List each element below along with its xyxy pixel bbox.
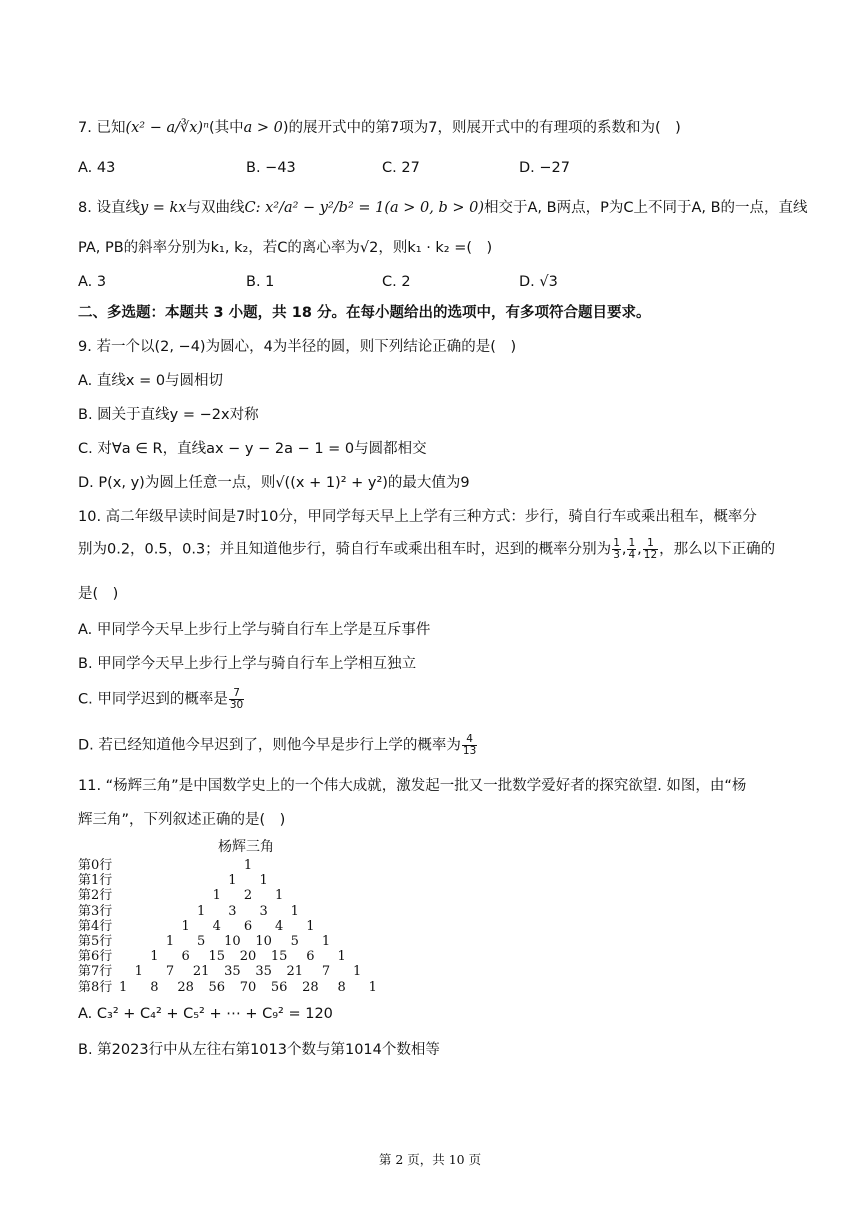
q8-option-c: C. 2 bbox=[382, 274, 411, 290]
triangle-row bbox=[78, 873, 268, 889]
q10-option-a: A. 甲同学今天早上步行上学与骑自行车上学是互斥事件 bbox=[78, 622, 431, 638]
q9-option-d: D. P(x, y)为圆上任意一点，则√((x + 1)² + y²)的最大值为9 bbox=[78, 475, 470, 491]
q10-stem-line3: 是( ) bbox=[78, 586, 119, 602]
section-heading: 二、多选题：本题共 3 小题，共 18 分。在每小题给出的选项中，有多项符合题目要求。 bbox=[78, 305, 651, 321]
q10-c-fraction: $\frac{7}{30}$ bbox=[229, 687, 244, 711]
q7-text-b: (其中 bbox=[208, 120, 244, 136]
q8-text-a: 8. 设直线 bbox=[78, 200, 140, 216]
triangle-title: 杨辉三角 bbox=[218, 839, 274, 855]
triangle-number: 1 bbox=[275, 888, 284, 904]
triangle-row-label: 第3行 bbox=[78, 903, 113, 919]
triangle-number: 6 bbox=[181, 949, 190, 965]
triangle-number: 1 bbox=[150, 949, 159, 965]
triangle-row-label: 第8行 bbox=[78, 979, 113, 995]
triangle-row-label: 第7行 bbox=[78, 964, 113, 980]
q8-stem-line1 bbox=[78, 198, 808, 218]
triangle-number: 5 bbox=[197, 934, 206, 949]
triangle-number: 35 bbox=[255, 964, 272, 980]
triangle-number: 1 bbox=[243, 858, 253, 873]
triangle-row-label: 第2行 bbox=[78, 888, 113, 904]
triangle-number: 1 bbox=[290, 903, 299, 919]
q9-option-a: A. 直线x = 0与圆相切 bbox=[78, 373, 224, 389]
triangle-number: 4 bbox=[275, 918, 284, 934]
triangle-number: 1 bbox=[306, 918, 315, 934]
triangle-number: 15 bbox=[208, 949, 226, 965]
q10-d-fraction: $\frac{4}{13}$ bbox=[462, 733, 477, 757]
triangle-row bbox=[78, 964, 362, 980]
triangle-number: 1 bbox=[321, 934, 331, 949]
triangle-row bbox=[78, 888, 284, 904]
q10-fraction-3: $\frac{1}{12}$ bbox=[643, 537, 658, 561]
q8-hyperbola-equation: C: x²/a² − y²/b² = 1(a > 0, b > 0) bbox=[244, 200, 484, 216]
q10-option-d: D. 若已经知道他今早迟到了，则他今早是步行上学的概率为 $\frac{4}{13}$ bbox=[78, 733, 477, 757]
triangle-number: 15 bbox=[270, 949, 288, 965]
triangle-number: 6 bbox=[306, 949, 315, 965]
triangle-number: 28 bbox=[302, 979, 319, 995]
triangle-row-label: 第0行 bbox=[78, 858, 113, 873]
triangle-number: 21 bbox=[286, 964, 304, 980]
q8-option-b: B. 1 bbox=[246, 274, 275, 290]
q10-stem-line2: 别为0.2，0.5，0.3；并且知道他步行，骑自行车或乘出租车时，迟到的概率分别为 $\frac{1}{3}$ , $\frac{1}{4}$ , $\frac{1}{12}$ ，那么以下正确的 bbox=[78, 537, 776, 561]
q7-option-b: B. −43 bbox=[246, 160, 296, 176]
q7-option-d: D. −27 bbox=[519, 160, 570, 176]
q11-stem-line2: 辉三角”，下列叙述正确的是( ) bbox=[78, 812, 286, 828]
triangle-number: 8 bbox=[150, 979, 159, 995]
triangle-number: 1 bbox=[119, 979, 128, 995]
q8-option-a: A. 3 bbox=[78, 274, 107, 290]
q10-option-b: B. 甲同学今天早上步行上学与骑自行车上学相互独立 bbox=[78, 656, 417, 672]
triangle-number: 10 bbox=[255, 934, 272, 949]
triangle-number: 1 bbox=[368, 979, 377, 995]
q11-option-b: B. 第2023行中从左往右第1013个数与第1014个数相等 bbox=[78, 1042, 440, 1058]
q10-fraction-2: $\frac{1}{4}$ bbox=[628, 537, 636, 561]
triangle-number: 4 bbox=[212, 918, 221, 934]
triangle-number: 1 bbox=[165, 934, 175, 949]
q10-option-c: C. 甲同学迟到的概率是 $\frac{7}{30}$ bbox=[78, 687, 244, 711]
triangle-number: 56 bbox=[208, 979, 226, 995]
triangle-row-label: 第6行 bbox=[78, 949, 113, 965]
triangle-number: 1 bbox=[197, 903, 206, 919]
q8-text-b: 与双曲线 bbox=[186, 200, 245, 216]
triangle-row bbox=[78, 903, 299, 919]
triangle-number: 70 bbox=[239, 979, 257, 995]
triangle-number: 1 bbox=[337, 949, 346, 965]
q8-stem-line2: PA, PB的斜率分别为k₁, k₂，若C的离心率为√2，则k₁ · k₂ =( ) bbox=[78, 240, 493, 256]
q10-text-a: 别为0.2，0.5，0.3；并且知道他步行，骑自行车或乘出租车时，迟到的概率分别为 bbox=[78, 541, 612, 558]
q9-stem: 9. 若一个以(2, −4)为圆心，4为半径的圆，则下列结论正确的是( ) bbox=[78, 339, 517, 355]
triangle-row-label: 第5行 bbox=[78, 934, 113, 949]
triangle-number: 1 bbox=[353, 964, 362, 980]
q7-text-c: )的展开式中的第7项为7，则展开式中的有理项的系数和为( ) bbox=[282, 120, 681, 136]
page-footer: 第 2 页，共 10 页 bbox=[378, 1152, 482, 1167]
q10-fraction-1: $\frac{1}{3}$ bbox=[613, 537, 620, 561]
q8-text-c: 相交于A, B两点，P为C上不同于A, B的一点，直线 bbox=[484, 200, 808, 216]
q7-condition: a > 0 bbox=[243, 120, 283, 136]
q10-stem-line1: 10. 高二年级早读时间是7时10分，甲同学每天早上上学有三种方式：步行，骑自行车或乘出租车，概率分 bbox=[78, 509, 757, 525]
triangle-row bbox=[78, 949, 346, 965]
triangle-number: 1 bbox=[181, 918, 190, 934]
triangle-row-label: 第4行 bbox=[78, 918, 113, 934]
triangle-number: 21 bbox=[192, 964, 210, 980]
triangle-number: 1 bbox=[259, 873, 268, 889]
triangle-number: 20 bbox=[239, 949, 257, 965]
q11-stem-line1: 11. “杨辉三角”是中国数学史上的一个伟大成就，激发起一批又一批数学爱好者的探究欲望. 如图，由“杨 bbox=[78, 778, 747, 794]
triangle-number: 8 bbox=[337, 979, 346, 995]
triangle-number: 35 bbox=[224, 964, 241, 980]
triangle-number: 1 bbox=[212, 888, 221, 904]
triangle-number: 7 bbox=[321, 964, 331, 980]
q8-option-d: D. √3 bbox=[519, 274, 558, 290]
q10-text-b: ，那么以下正确的 bbox=[659, 541, 776, 558]
triangle-number: 6 bbox=[243, 918, 253, 934]
q11-option-a: A. C₃² + C₄² + C₅² + ⋯ + C₉² = 120 bbox=[78, 1006, 333, 1022]
q7-option-c: C. 27 bbox=[382, 160, 420, 176]
q7-text-a: 7. 已知 bbox=[78, 120, 126, 136]
triangle-row bbox=[78, 979, 377, 995]
triangle-number: 2 bbox=[243, 888, 253, 904]
triangle-number: 5 bbox=[290, 934, 299, 949]
triangle-number: 28 bbox=[177, 979, 194, 995]
triangle-row bbox=[78, 934, 331, 949]
triangle-number: 10 bbox=[224, 934, 241, 949]
triangle-number: 3 bbox=[228, 903, 237, 919]
triangle-row bbox=[78, 858, 253, 873]
q9-option-b: B. 圆关于直线y = −2x对称 bbox=[78, 407, 259, 423]
triangle-number: 1 bbox=[228, 873, 237, 889]
triangle-row-label: 第1行 bbox=[78, 873, 113, 889]
q9-option-c: C. 对∀a ∈ R，直线ax − y − 2a − 1 = 0与圆都相交 bbox=[78, 441, 427, 457]
triangle-number: 7 bbox=[165, 964, 175, 980]
q7-expression: (x² − a/∛x)ⁿ bbox=[125, 120, 209, 136]
q7-stem bbox=[78, 118, 681, 138]
q8-line-equation: y = kx bbox=[139, 200, 187, 216]
triangle-row bbox=[78, 918, 315, 934]
triangle-number: 1 bbox=[134, 964, 143, 980]
triangle-number: 3 bbox=[259, 903, 268, 919]
triangle-number: 56 bbox=[270, 979, 288, 995]
q7-option-a: A. 43 bbox=[78, 160, 116, 176]
